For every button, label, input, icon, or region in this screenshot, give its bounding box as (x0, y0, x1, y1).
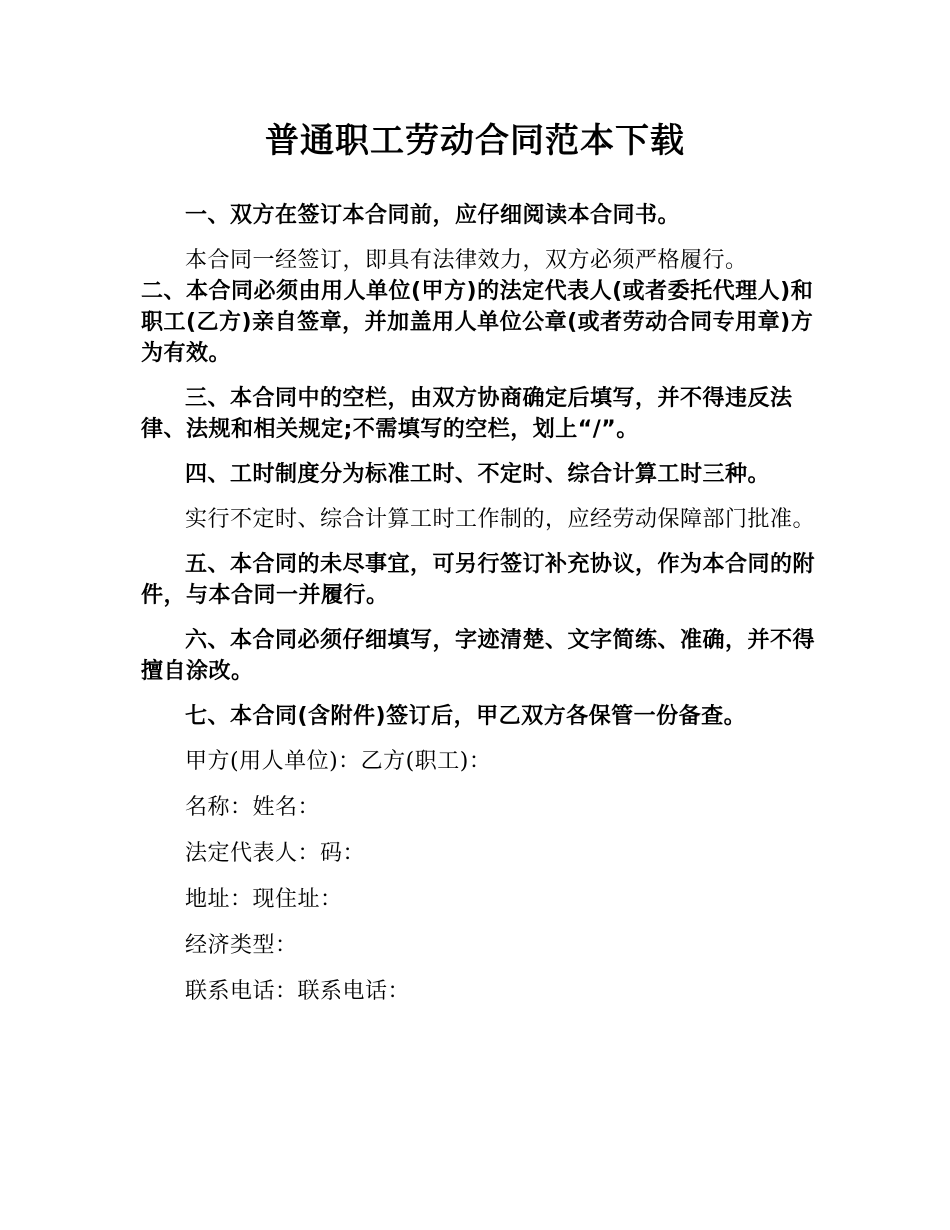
clause-7: 七、本合同(含附件)签订后，甲乙双方各保管一份备查。 (185, 704, 747, 729)
clause-6: 六、本合同必须仔细填写，字迹清楚、文字简练、准确，并不得擅自涂改。 (141, 628, 816, 684)
field-legal-representative: 法定代表人：码： (185, 841, 366, 866)
document-title: 普通职工劳动合同范本下载 (265, 121, 685, 161)
clause-3: 三、本合同中的空栏，由双方协商确定后填写，并不得违反法律、法规和相关规定;不需填写的空栏，划上“/”。 (141, 386, 793, 442)
field-economic-type: 经济类型： (185, 933, 298, 958)
field-phone: 联系电话：联系电话： (185, 979, 411, 1004)
document-body (141, 200, 816, 1008)
field-address: 地址：现住址： (185, 887, 343, 912)
field-name: 名称：姓名： (185, 795, 321, 820)
clause-4-detail: 实行不定时、综合计算工时工作制的，应经劳动保障部门批准。 (185, 507, 816, 532)
field-parties: 甲方(用人单位)：乙方(职工)： (185, 749, 492, 774)
clause-2: 二、本合同必须由用人单位(甲方)的法定代表人(或者委托代理人)和职工(乙方)亲自签章，并加盖用人单位公章(或者劳动合同专用章)方为有效。 (141, 279, 814, 366)
clause-1: 一、双方在签订本合同前，应仔细阅读本合同书。 (185, 203, 681, 228)
clause-4: 四、工时制度分为标准工时、不定时、综合计算工时三种。 (185, 462, 771, 487)
clause-5: 五、本合同的未尽事宜，可另行签订补充协议，作为本合同的附件，与本合同一并履行。 (141, 552, 816, 608)
clause-1-detail: 本合同一经签订，即具有法律效力，双方必须严格履行。 (185, 248, 748, 273)
